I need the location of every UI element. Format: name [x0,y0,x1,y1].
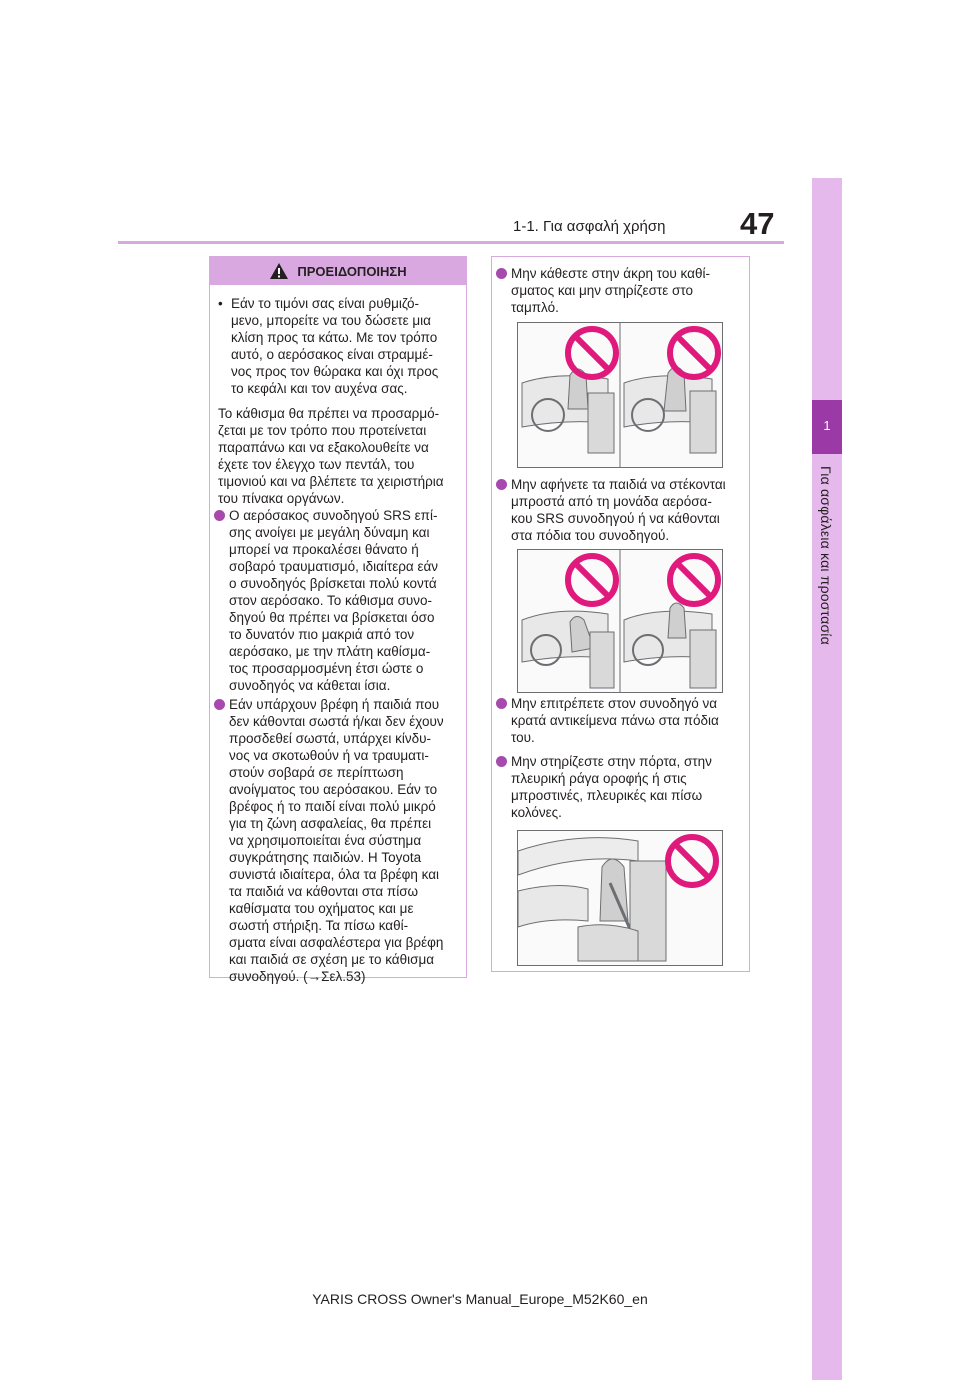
prohibit-icon [670,556,718,604]
bullet-dot [214,510,225,521]
prohibit-icon [670,329,718,377]
illustration-child-front [517,549,723,693]
leaning-door-drawing [518,831,722,965]
bullet-dot [496,479,507,490]
chapter-title: Για ασφάλεια και προστασία [818,466,834,645]
right-bullet-4: Μην στηρίζεστε στην πόρτα, στην πλευρική ράγα οροφής ή στις μπροστινές, πλευρικές και πίσω κολόνες. [496,753,746,821]
right-bullet-3: Μην επιτρέπετε στον συνοδηγό να κρατά αντικείμενα πάνω στα πόδια του. [496,695,746,746]
warning-bullet-2: Εάν υπάρχουν βρέφη ή παιδιά που δεν κάθονται σωστά ή/και δεν έχουν προσδεθεί σωστά, υπάρχει κίνδυ- νος να σκοτωθούν ή να τραυματι- στούν σοβαρά σε περίπτωση ανοίγματος του αερόσακου. Εάν το βρέφος ή το παιδί είναι πολύ μικρό για τη ζώνη ασφαλείας, θα πρέπει να χρησιμοποιείται ένα σύστημα συγκράτησης παιδιών. Η Toyota συνιστά ιδιαίτερα, όλα τα βρέφη και τα παιδιά να κάθονται στα πίσω καθίσματα του οχήματος και με σωστή στήριξη. Τα πίσω καθί- σματα είναι ασφαλέστερα για βρέφη και παιδιά σε σχέση με το κάθισμα συνοδηγού. (→Σελ.53) [214,696,464,985]
header-rule [118,241,784,244]
seat-edge-drawing [518,323,722,467]
warning-title: ΠΡΟΕΙΔΟΠΟΙΗΣΗ [297,263,407,279]
page-number: 47 [740,206,775,241]
section-title: 1-1. Για ασφαλή χρήση [513,218,666,235]
warning-paragraph: Το κάθισμα θα πρέπει να προσαρμό- ζεται με τον τρόπο που προτείνεται παραπάνω και να εξακολουθείτε να έχετε τον έλεγχο των πεντάλ, του τιμονιού και να βλέπετε τα χειριστήρια του πίνακα οργάνων. [218,406,444,506]
bullet-dot [214,699,225,710]
warning-header [210,257,466,285]
warning-dash-item: • Εάν το τιμόνι σας είναι ρυθμιζό- μενο, μπορείτε να του δώσετε μια κλίση προς τα κάτω. Με τον τρόπο αυτό, ο αερόσακος είναι στραμμέ- νος προς τον θώρακα και όχι προς το κεφάλι και τον αυχένα σας. [218,296,439,396]
right-warning-box [491,256,750,972]
chapter-side-tab [812,178,842,1380]
right-bullet-2: Μην αφήνετε τα παιδιά να στέκονται μπροστά από τη μονάδα αερόσα- κου SRS συνοδηγού ή να κάθονται στα πόδια του συνοδηγού. [496,476,746,544]
illustration-leaning-door [517,830,723,966]
chapter-number: 1 [823,418,831,433]
child-front-drawing [518,550,722,692]
warning-triangle-icon [269,262,289,280]
illustration-seat-edge [517,322,723,468]
footer-manual-title: YARIS CROSS Owner's Manual_Europe_M52K60_en [312,1291,648,1307]
right-bullet-1: Μην κάθεστε στην άκρη του καθί- σματος και μην στηρίζεστε στο ταμπλό. [496,265,746,316]
bullet-dot [496,756,507,767]
warning-box [209,256,467,984]
bullet-dot [496,698,507,709]
prohibit-icon [668,837,716,885]
warning-bullet-1: Ο αερόσακος συνοδηγού SRS επί- σης ανοίγει με μεγάλη δύναμη και μπορεί να προκαλέσει θάνατο ή σοβαρό τραυματισμό, ιδιαίτερα εάν ο συνοδηγός βρίσκεται πολύ κοντά στον αερόσακο. Το κάθισμα συνο- δηγού θα πρέπει να βρίσκεται όσο το δυνατόν πιο μακριά από τον αερόσακο, με την πλάτη καθίσμα- τος προσαρμοσμένη έτσι ώστε ο συνοδηγός να κάθεται ίσια. [214,507,464,694]
prohibit-icon [568,556,616,604]
bullet-dot [496,268,507,279]
prohibit-icon [568,329,616,377]
